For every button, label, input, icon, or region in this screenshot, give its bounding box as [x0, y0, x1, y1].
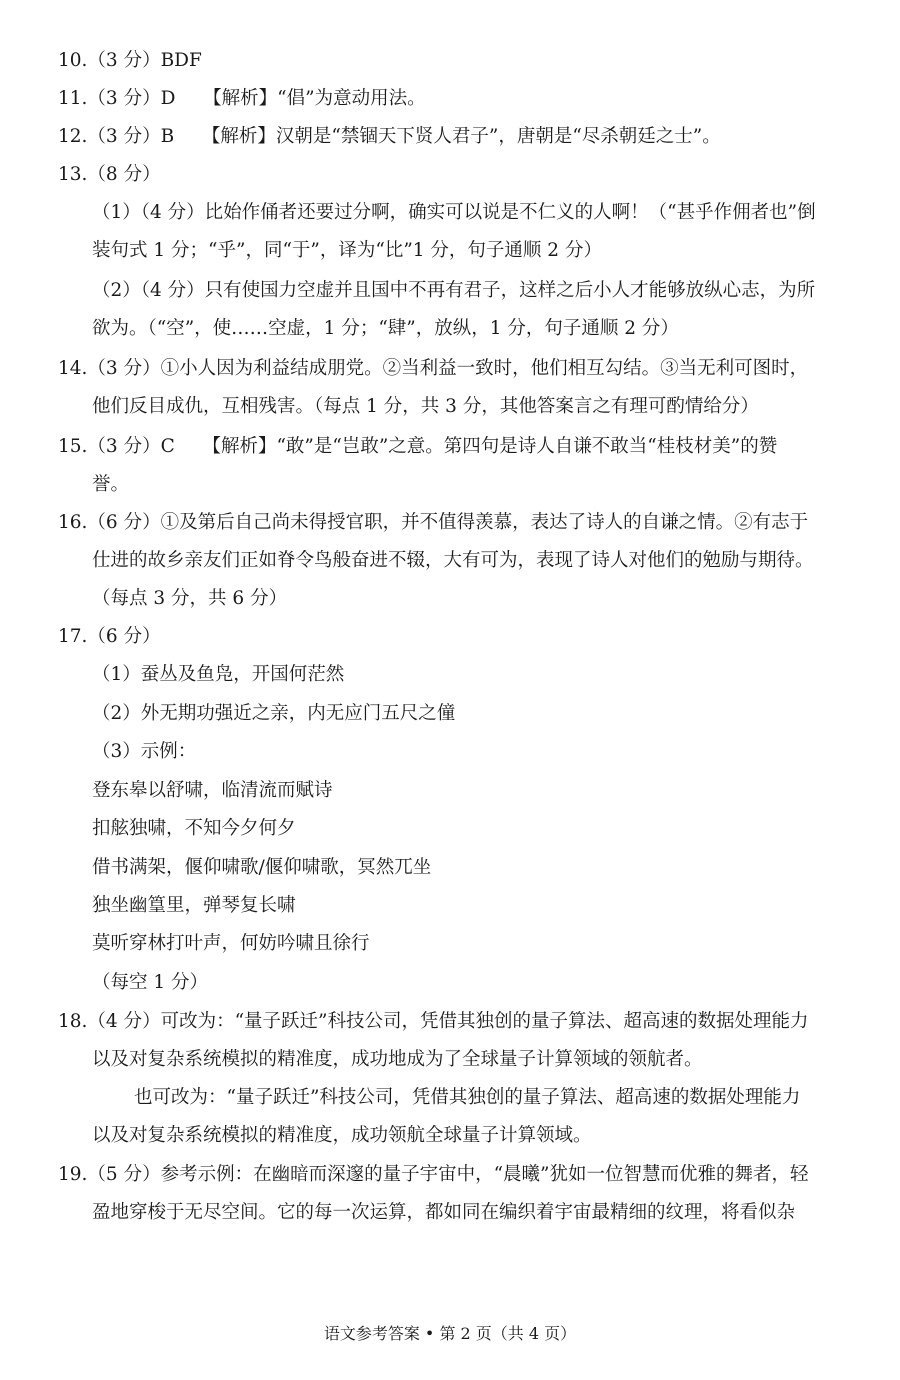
- answer-13-1-line2: 装句式 1 分；“乎”，同“于”，译为“比”1 分，句子通顺 2 分）: [92, 240, 602, 261]
- answer-16-line3: （每点 3 分，共 6 分）: [92, 588, 288, 609]
- answer-13-2-line2: 欲为。（“空”，使……空虚，1 分；“肆”，放纵，1 分，句子通顺 2 分）: [92, 318, 679, 339]
- answer-17-1: （1）蚕丛及鱼凫，开国何茫然: [92, 664, 345, 685]
- answer-17-2: （2）外无期功强近之亲，内无应门五尺之僮: [92, 703, 456, 724]
- answer-16-line2: 仕进的故乡亲友们正如脊令鸟般奋进不辍，大有可为，表现了诗人对他们的勉励与期待。: [92, 550, 814, 571]
- answer-17-example-5: 莫听穿林打叶声，何妨吟啸且徐行: [92, 933, 370, 954]
- answer-17-example-1: 登东皋以舒啸，临清流而赋诗: [92, 780, 333, 801]
- answer-19-line1: 19.（5 分）参考示例：在幽暗而深邃的量子宇宙中，“晨曦”犹如一位智慧而优雅的舞者，轻: [58, 1164, 809, 1185]
- answer-19-line2: 盈地穿梭于无尽空间。它的每一次运算，都如同在编织着宇宙最精细的纹理，将看似杂: [92, 1202, 796, 1223]
- answer-14-line2: 他们反目成仇，互相残害。（每点 1 分，共 3 分，其他答案言之有理可酌情给分）: [92, 396, 759, 417]
- answer-17-heading: 17.（6 分）: [58, 626, 161, 647]
- answer-13-heading: 13.（8 分）: [58, 164, 161, 185]
- answer-13-2-line1: （2）（4 分）只有使国力空虚并且国中不再有君子，这样之后小人才能够放纵心志，为所: [92, 280, 816, 301]
- page-footer: 语文参考答案 • 第 2 页（共 4 页）: [323, 1324, 577, 1343]
- answer-17-example-2: 扣舷独啸，不知今夕何夕: [92, 818, 296, 839]
- answer-17-example-4: 独坐幽篁里，弹琴复长啸: [92, 895, 296, 916]
- answer-18-line4: 以及对复杂系统模拟的精准度，成功领航全球量子计算领域。: [92, 1125, 592, 1146]
- answer-17-3: （3）示例：: [92, 741, 197, 762]
- answer-18-line1: 18.（4 分）可改为：“量子跃迁”科技公司，凭借其独创的量子算法、超高速的数据处理能力: [58, 1011, 809, 1032]
- answer-10: 10.（3 分）BDF: [58, 50, 202, 71]
- answer-18-line3: 也可改为：“量子跃迁”科技公司，凭借其独创的量子算法、超高速的数据处理能力: [134, 1087, 801, 1108]
- answer-14-line1: 14.（3 分）①小人因为利益结成朋党。②当利益一致时，他们相互勾结。③当无利可图时，: [58, 358, 809, 379]
- answer-17-example-3: 借书满架，偃仰啸歌/偃仰啸歌，冥然兀坐: [92, 857, 432, 878]
- answer-16-line1: 16.（6 分）①及第后自己尚未得授官职，并不值得羡慕，表达了诗人的自谦之情。②有志于: [58, 512, 809, 533]
- answer-17-scoring: （每空 1 分）: [92, 972, 209, 993]
- answer-15-line2: 誉。: [92, 474, 130, 495]
- answer-15-line1: 15.（3 分）C 【解析】“敢”是“岂敢”之意。第四句是诗人自谦不敢当“桂枝材美”的赞: [58, 436, 778, 457]
- answer-12: 12.（3 分）B 【解析】汉朝是“禁锢天下贤人君子”，唐朝是“尽杀朝廷之士”。: [58, 126, 721, 147]
- answer-11: 11.（3 分）D 【解析】“倡”为意动用法。: [58, 88, 426, 109]
- answer-18-line2: 以及对复杂系统模拟的精准度，成功地成为了全球量子计算领域的领航者。: [92, 1049, 703, 1070]
- answer-13-1-line1: （1）（4 分）比始作俑者还要过分啊，确实可以说是不仁义的人啊！（“甚乎作佣者也”倒: [92, 202, 816, 223]
